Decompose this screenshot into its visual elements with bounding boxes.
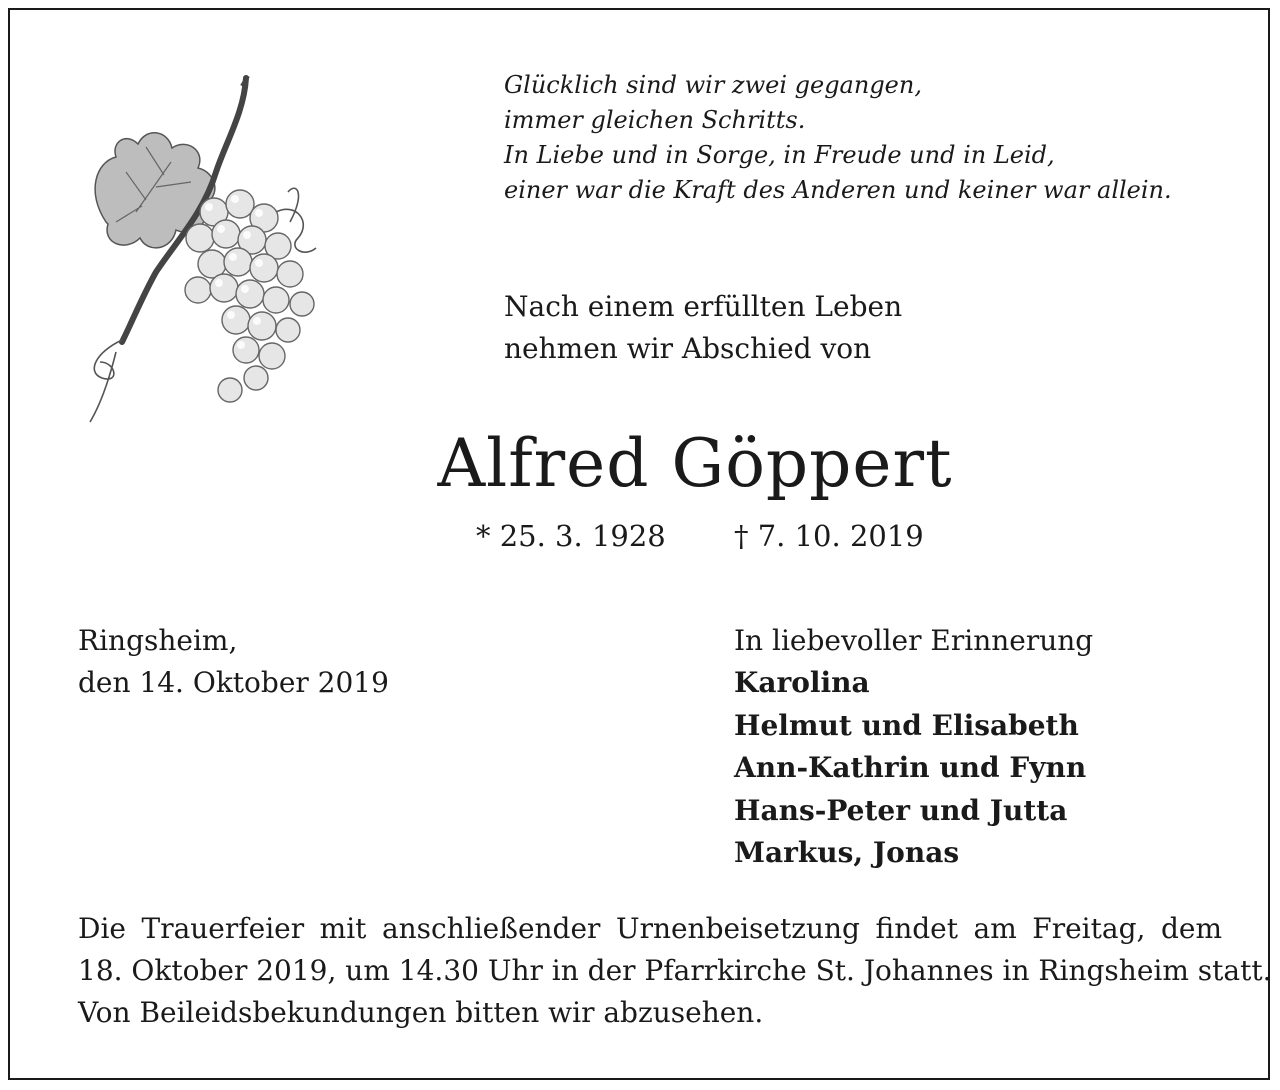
poem-line: Glücklich sind wir zwei gegangen, <box>504 71 922 99</box>
grape-vine-icon <box>76 72 326 424</box>
mourner-name: Helmut und Elisabeth <box>734 708 1079 742</box>
life-dates <box>476 516 976 556</box>
mourners-intro: In liebevoller Erinnerung <box>734 624 1094 657</box>
poem <box>504 68 1224 208</box>
farewell-intro <box>504 286 1104 370</box>
poem-line: In Liebe und in Sorge, in Freude und in Leid, <box>504 141 1055 169</box>
poem-line: einer war die Kraft des Anderen und keiner war allein. <box>504 176 1172 204</box>
notice-line: Die Trauerfeier mit anschließender Urnenbeisetzung findet am Freitag, dem <box>78 912 1222 945</box>
date-line: den 14. Oktober 2019 <box>78 666 389 699</box>
intro-line: Nach einem erfüllten Leben <box>504 290 903 323</box>
obituary-notice <box>8 8 1270 1080</box>
funeral-notice <box>78 908 1272 1034</box>
notice-line: 18. Oktober 2019, um 14.30 Uhr in der Pfarrkirche St. Johannes in Ringsheim statt. <box>78 954 1272 987</box>
mourner-name: Hans-Peter und Jutta <box>734 793 1068 827</box>
deceased-name: Alfred Göppert <box>437 425 953 502</box>
mourners <box>734 620 1254 874</box>
mourner-name: Karolina <box>734 666 870 700</box>
mourner-name: Ann-Kathrin und Fynn <box>734 751 1087 785</box>
place-line: Ringsheim, <box>78 624 238 657</box>
death-date: † 7. 10. 2019 <box>734 519 924 553</box>
place-and-date <box>78 620 498 704</box>
birth-date: * 25. 3. 1928 <box>476 519 666 553</box>
mourner-name: Markus, Jonas <box>734 836 960 870</box>
intro-line: nehmen wir Abschied von <box>504 332 872 365</box>
notice-line: Von Beileidsbekundungen bitten wir abzusehen. <box>78 996 764 1029</box>
poem-line: immer gleichen Schritts. <box>504 106 806 134</box>
